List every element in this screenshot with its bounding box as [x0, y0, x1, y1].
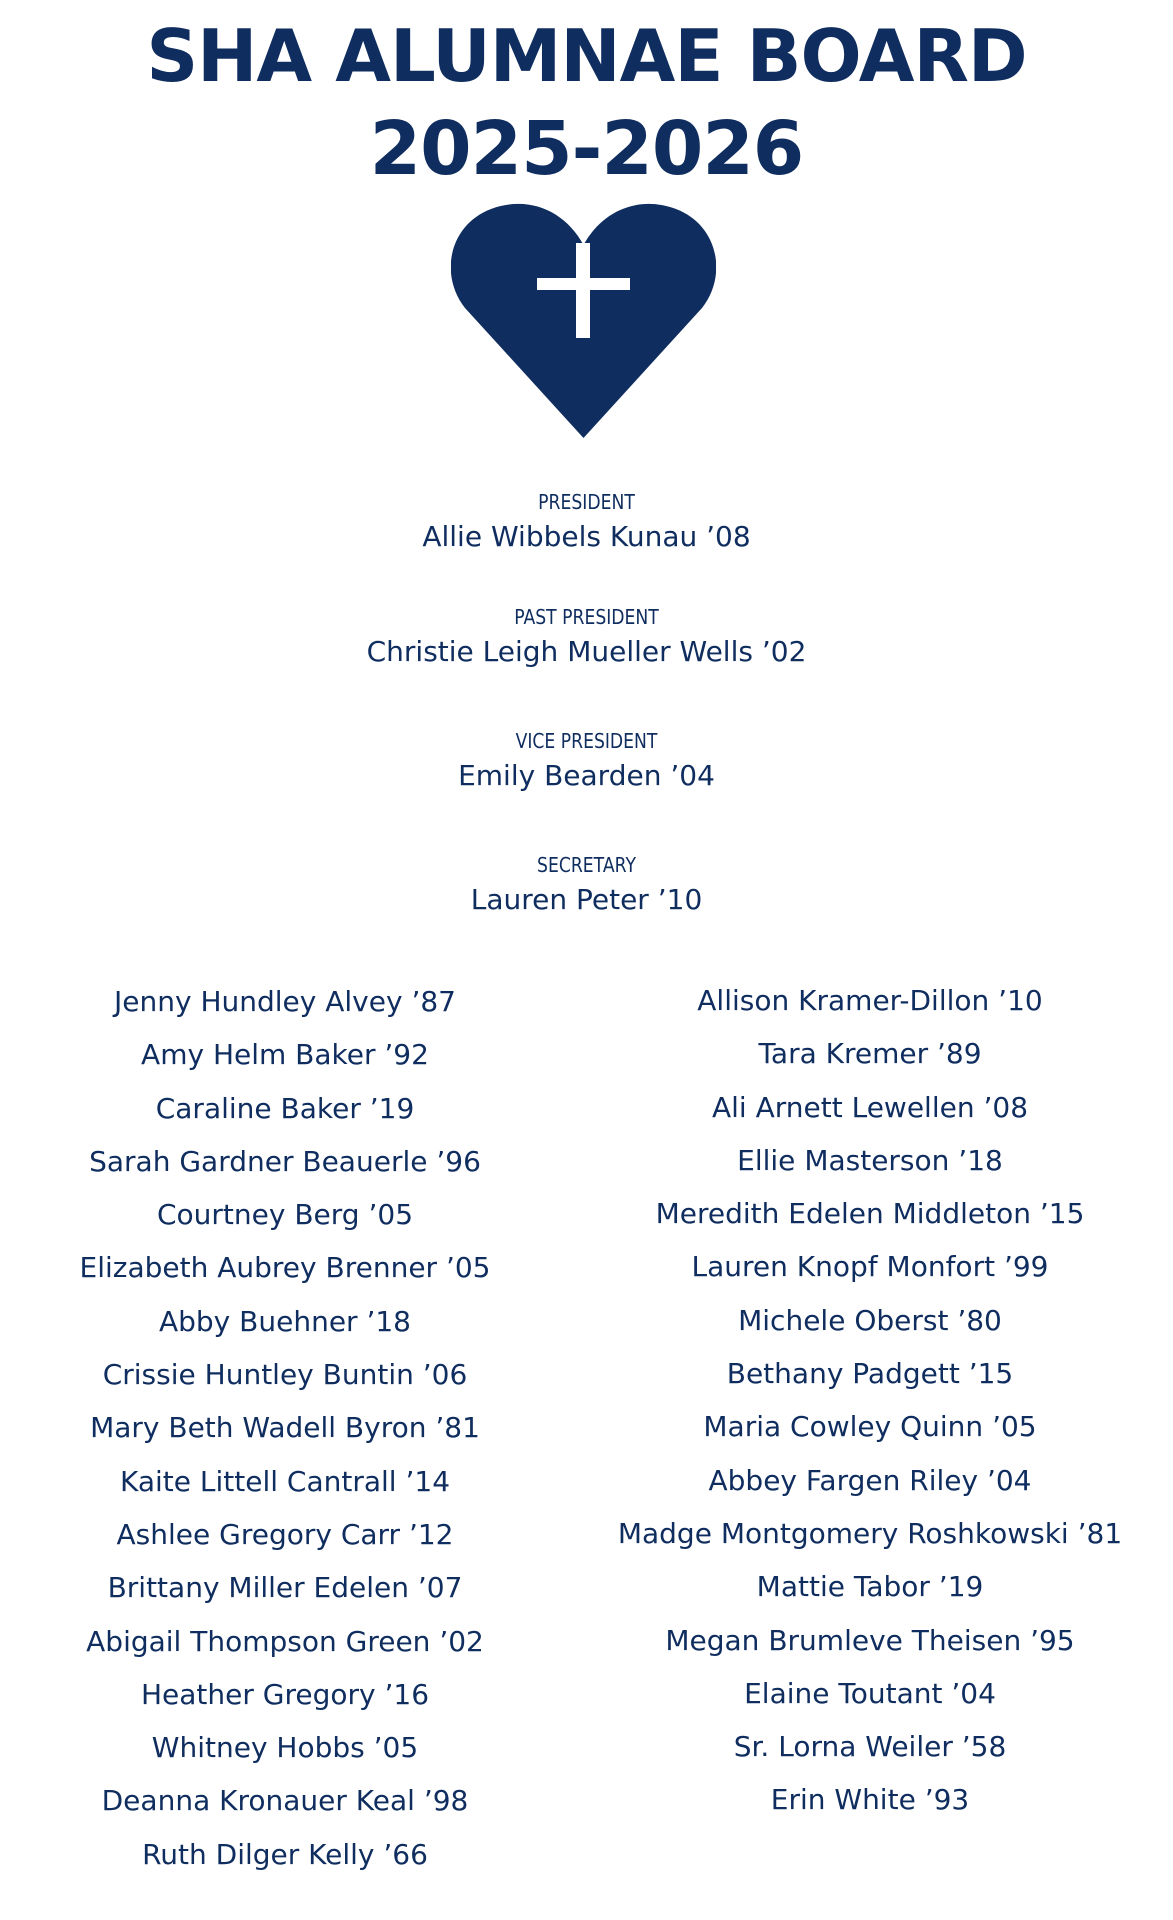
cross-horizontal [537, 278, 630, 290]
officer-name: Allie Wibbels Kunau ’08 [422, 520, 751, 553]
member-name: Erin White ’93 [770, 1783, 970, 1817]
member-name: Allison Kramer-Dillon ’10 [697, 984, 1043, 1017]
member-name: Abbey Fargen Riley ’04 [708, 1463, 1032, 1497]
member-name: Brittany Miller Edelen ’07 [107, 1571, 463, 1605]
heart-with-cross-icon [451, 203, 716, 438]
member-name: Crissie Huntley Buntin ’06 [102, 1358, 468, 1392]
member-name: Tara Kremer ’89 [758, 1037, 982, 1071]
member-name: Megan Brumleve Theisen ’95 [665, 1623, 1075, 1657]
officer-role: PAST PRESIDENT [514, 605, 659, 629]
officer-role: PRESIDENT [538, 490, 635, 514]
member-name: Maria Cowley Quinn ’05 [703, 1410, 1037, 1444]
member-name: Abigail Thompson Green ’02 [86, 1624, 484, 1658]
member-name: Bethany Padgett ’15 [726, 1357, 1014, 1391]
officer-role: SECRETARY [537, 853, 636, 877]
officer-past-president [0, 605, 1173, 669]
member-name: Abby Buehner ’18 [158, 1304, 411, 1338]
member-name: Elizabeth Aubrey Brenner ’05 [79, 1251, 491, 1285]
member-name: Caraline Baker ’19 [155, 1091, 415, 1125]
cross-vertical [576, 243, 590, 338]
member-name: Meredith Edelen Middleton ’15 [655, 1197, 1085, 1231]
member-name: Ellie Masterson ’18 [737, 1143, 1003, 1177]
member-list-left [40, 985, 530, 1891]
officer-name: Lauren Peter ’10 [470, 883, 703, 916]
member-name: Amy Helm Baker ’92 [141, 1038, 429, 1072]
officer-secretary [0, 853, 1173, 917]
page-title: SHA ALUMNAE BOARD [146, 14, 1027, 98]
member-name: Sarah Gardner Beauerle ’96 [89, 1144, 481, 1178]
member-name: Ali Arnett Lewellen ’08 [711, 1090, 1029, 1124]
member-name: Sr. Lorna Weiler ’58 [733, 1730, 1007, 1764]
member-name: Jenny Hundley Alvey ’87 [114, 985, 456, 1018]
page-subtitle-years: 2025-2026 [369, 106, 804, 192]
member-name: Michele Oberst ’80 [738, 1303, 1002, 1337]
member-name: Heather Gregory ’16 [140, 1677, 430, 1711]
officer-president [0, 490, 1173, 554]
member-name: Lauren Knopf Monfort ’99 [691, 1250, 1049, 1284]
member-name: Mary Beth Wadell Byron ’81 [90, 1411, 480, 1445]
officer-role: VICE PRESIDENT [515, 729, 658, 753]
member-name: Courtney Berg ’05 [156, 1198, 414, 1232]
member-name: Deanna Kronauer Keal ’98 [101, 1784, 469, 1818]
member-name: Ashlee Gregory Carr ’12 [116, 1517, 454, 1551]
officer-vice-president [0, 729, 1173, 793]
member-name: Mattie Tabor ’19 [756, 1570, 984, 1604]
member-name: Elaine Toutant ’04 [744, 1676, 996, 1710]
member-name: Ruth Dilger Kelly ’66 [142, 1837, 428, 1871]
member-name: Whitney Hobbs ’05 [151, 1731, 419, 1765]
member-name: Kaite Littell Cantrall ’14 [119, 1464, 451, 1498]
member-name: Madge Montgomery Roshkowski ’81 [617, 1516, 1123, 1550]
officer-name: Emily Bearden ’04 [458, 759, 715, 792]
officer-name: Christie Leigh Mueller Wells ’02 [366, 635, 807, 668]
member-list-right [600, 984, 1140, 1837]
